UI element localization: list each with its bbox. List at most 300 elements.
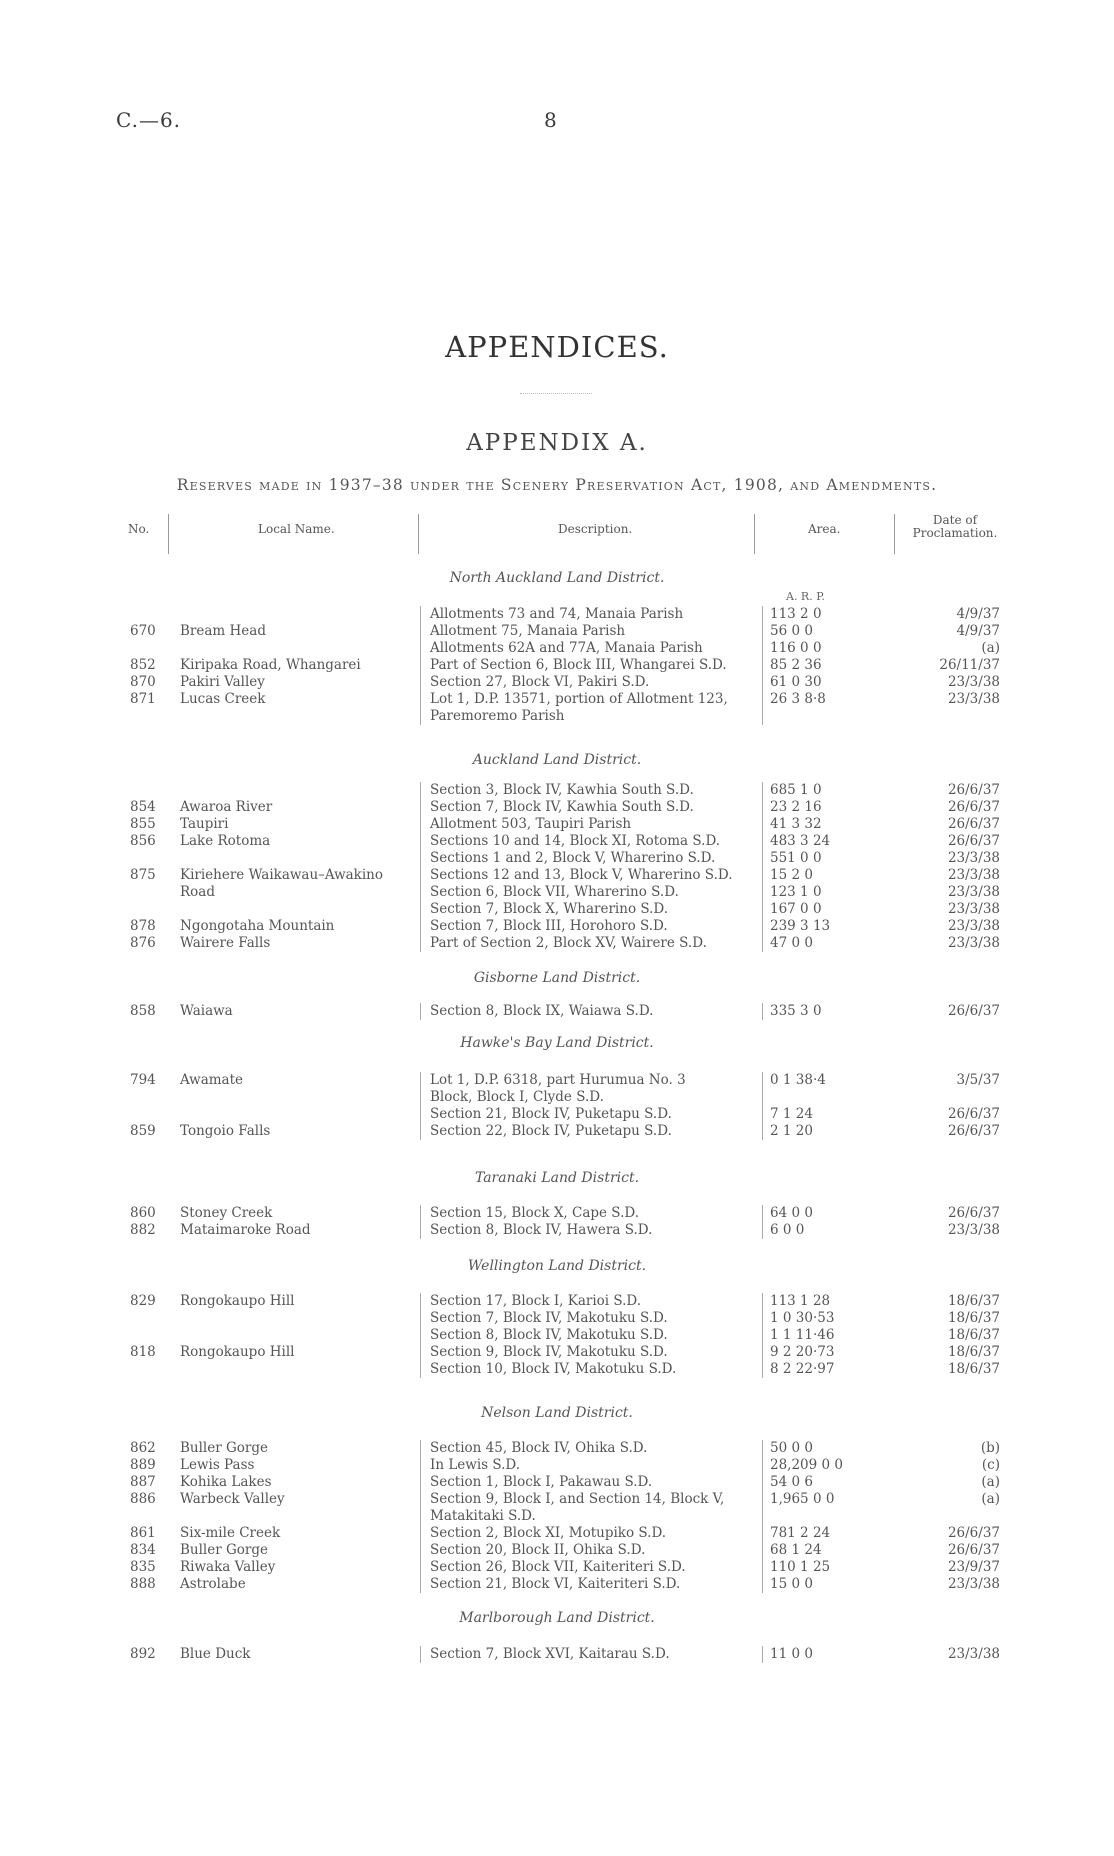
area: 123 1 0 [770,884,822,900]
local-name: Mataimaroke Road [180,1222,311,1238]
description: Paremoremo Parish [430,708,565,724]
column-divider [762,867,763,884]
proclamation-date: 26/6/37 [947,816,1000,832]
column-divider [420,1491,421,1508]
area: 116 0 0 [770,640,822,656]
area: 28,209 0 0 [770,1457,843,1473]
local-name: Astrolabe [180,1576,246,1592]
proclamation-date: 18/6/37 [947,1327,1000,1343]
table-row [0,1327,1114,1344]
area: 23 2 16 [770,799,822,815]
column-divider [762,1542,763,1559]
local-name: Kohika Lakes [180,1474,272,1490]
description: Section 17, Block I, Karioi S.D. [430,1293,642,1309]
proclamation-date: 26/6/37 [947,799,1000,815]
table-row [0,918,1114,935]
column-divider [420,1646,421,1663]
local-name: Buller Gorge [180,1440,268,1456]
table-row [0,1205,1114,1222]
area: 1 0 30·53 [770,1310,835,1326]
proclamation-date: 23/3/38 [947,1222,1000,1238]
appendix-title: APPENDIX A. [466,430,648,456]
proclamation-date: 18/6/37 [947,1344,1000,1360]
description: Section 7, Block XVI, Kaitarau S.D. [430,1646,670,1662]
column-header-area: Area. [808,522,841,536]
area: 685 1 0 [770,782,822,798]
reserve-number: 875 [130,867,156,883]
reserve-number: 889 [130,1457,156,1473]
header-divider [754,514,755,554]
table-row [0,1123,1114,1140]
local-name: Waiawa [180,1003,233,1019]
column-header-date: Date of Proclamation. [912,513,998,540]
area: 113 1 28 [770,1293,831,1309]
column-divider [420,833,421,850]
column-divider [762,1106,763,1123]
description: Sections 12 and 13, Block V, Wharerino S.D. [430,867,733,883]
column-divider [762,1559,763,1576]
area: 167 0 0 [770,901,822,917]
area: 113 2 0 [770,606,822,622]
table-row [0,1293,1114,1310]
reserve-number: 887 [130,1474,156,1490]
table-caption: Reserves made in 1937–38 under the Scenery Preservation Act, 1908, and Amendments. [176,476,938,494]
column-divider [420,1457,421,1474]
description: Section 7, Block IV, Makotuku S.D. [430,1310,668,1326]
column-divider [762,674,763,691]
table-row [0,850,1114,867]
reserve-number: 794 [130,1072,156,1088]
description: Section 27, Block VI, Pakiri S.D. [430,674,650,690]
reserve-number: 854 [130,799,156,815]
page-title: APPENDICES. [445,330,669,364]
description: Section 20, Block II, Ohika S.D. [430,1542,646,1558]
table-row [0,1440,1114,1457]
column-divider [762,1646,763,1663]
area: 239 3 13 [770,918,831,934]
column-divider [420,901,421,918]
description: Section 21, Block IV, Puketapu S.D. [430,1106,672,1122]
proclamation-date: 23/3/38 [947,1576,1000,1592]
document-reference: C.—6. [116,108,182,132]
description: Section 15, Block X, Cape S.D. [430,1205,639,1221]
local-name: Awamate [180,1072,244,1088]
area: 26 3 8·8 [770,691,826,707]
area: 2 1 20 [770,1123,813,1139]
proclamation-date: 23/3/38 [947,850,1000,866]
area: 11 0 0 [770,1646,813,1662]
column-divider [762,935,763,952]
area: 0 1 38·4 [770,1072,826,1088]
reserve-number: 818 [130,1344,156,1360]
description: Allotments 62A and 77A, Manaia Parish [430,640,703,656]
table-row [0,1310,1114,1327]
area: 335 3 0 [770,1003,822,1019]
reserve-number: 855 [130,816,156,832]
table-row [0,901,1114,918]
column-divider [762,1474,763,1491]
area: 68 1 24 [770,1542,822,1558]
column-divider [762,691,763,708]
land-district-title: Auckland Land District. [472,752,642,768]
proclamation-date: (a) [981,1474,1000,1490]
column-divider [762,850,763,867]
column-divider [762,1293,763,1310]
reserve-number: 829 [130,1293,156,1309]
column-divider [420,1576,421,1593]
column-header-description: Description. [558,522,633,536]
table-row [0,1344,1114,1361]
description: Section 8, Block IV, Hawera S.D. [430,1222,653,1238]
proclamation-date: 26/6/37 [947,1123,1000,1139]
description: Allotments 73 and 74, Manaia Parish [430,606,684,622]
local-name: Riwaka Valley [180,1559,276,1575]
description: Section 9, Block IV, Makotuku S.D. [430,1344,668,1360]
table-row [0,1576,1114,1593]
table-row [0,1474,1114,1491]
table-row [0,691,1114,708]
area: 551 0 0 [770,850,822,866]
reserve-number: 870 [130,674,156,690]
area: 50 0 0 [770,1440,813,1456]
description: Allotment 503, Taupiri Parish [430,816,632,832]
column-header-no: No. [128,522,150,536]
table-row [0,623,1114,640]
column-divider [762,1089,763,1106]
table-row [0,867,1114,884]
area: 41 3 32 [770,816,822,832]
column-divider [420,1205,421,1222]
proclamation-date: 18/6/37 [947,1361,1000,1377]
proclamation-date: 26/6/37 [947,1003,1000,1019]
reserve-number: 876 [130,935,156,951]
proclamation-date: 23/3/38 [947,691,1000,707]
proclamation-date: (b) [980,1440,1000,1456]
description: Section 7, Block X, Wharerino S.D. [430,901,669,917]
description: Section 21, Block VI, Kaiteriteri S.D. [430,1576,681,1592]
reserve-number: 878 [130,918,156,934]
reserve-number: 892 [130,1646,156,1662]
description: Section 8, Block IV, Makotuku S.D. [430,1327,668,1343]
column-divider [420,867,421,884]
local-name: Lake Rotoma [180,833,271,849]
description: Section 22, Block IV, Puketapu S.D. [430,1123,672,1139]
column-divider [762,901,763,918]
land-district-title: Wellington Land District. [467,1258,647,1274]
description: In Lewis S.D. [430,1457,521,1473]
description: Matakitaki S.D. [430,1508,536,1524]
local-name: Bream Head [180,623,266,639]
proclamation-date: 18/6/37 [947,1293,1000,1309]
column-divider [762,1222,763,1239]
proclamation-date: 26/6/37 [947,1106,1000,1122]
description: Section 26, Block VII, Kaiteriteri S.D. [430,1559,686,1575]
proclamation-date: 26/6/37 [947,782,1000,798]
table-row [0,1089,1114,1106]
area: 110 1 25 [770,1559,831,1575]
local-name: Lewis Pass [180,1457,255,1473]
table-row [0,782,1114,799]
table-row [0,1508,1114,1525]
table-row [0,1003,1114,1020]
reserve-number: 834 [130,1542,156,1558]
column-divider [762,708,763,725]
column-divider [762,657,763,674]
local-name: Lucas Creek [180,691,266,707]
reserve-number: 862 [130,1440,156,1456]
table-row [0,1542,1114,1559]
column-divider [420,1361,421,1378]
land-district-title: Gisborne Land District. [473,970,641,986]
table-header [118,510,998,554]
proclamation-date: (a) [981,1491,1000,1507]
area: 15 2 0 [770,867,813,883]
table-row [0,708,1114,725]
table-row [0,816,1114,833]
area: 7 1 24 [770,1106,813,1122]
reserve-number: 860 [130,1205,156,1221]
column-divider [762,606,763,623]
column-divider [420,623,421,640]
column-divider [762,1440,763,1457]
land-district-title: Nelson Land District. [481,1405,633,1421]
proclamation-date: 18/6/37 [947,1310,1000,1326]
local-name: Wairere Falls [180,935,271,951]
proclamation-date: 23/3/38 [947,918,1000,934]
column-divider [762,623,763,640]
area: 1,965 0 0 [770,1491,835,1507]
proclamation-date: 23/3/38 [947,1646,1000,1662]
column-divider [420,850,421,867]
column-divider [762,1310,763,1327]
column-divider [420,1440,421,1457]
column-divider [420,782,421,799]
area: 1 1 11·46 [770,1327,835,1343]
reserve-number: 886 [130,1491,156,1507]
area: 85 2 36 [770,657,822,673]
description: Section 10, Block IV, Makotuku S.D. [430,1361,677,1377]
column-divider [420,935,421,952]
area: 61 0 30 [770,674,822,690]
local-name: Awaroa River [180,799,273,815]
proclamation-date: 23/3/38 [947,901,1000,917]
proclamation-date: 23/3/38 [947,935,1000,951]
reserve-number: 670 [130,623,156,639]
column-divider [420,1474,421,1491]
column-divider [420,708,421,725]
column-divider [420,1344,421,1361]
column-divider [762,1344,763,1361]
area: 15 0 0 [770,1576,813,1592]
table-row [0,640,1114,657]
land-district-title: Hawke's Bay Land District. [460,1035,654,1051]
proclamation-date: 26/6/37 [947,1205,1000,1221]
area: 6 0 0 [770,1222,805,1238]
column-divider [420,918,421,935]
local-name: Rongokaupo Hill [180,1293,295,1309]
area: 56 0 0 [770,623,813,639]
table-row [0,1222,1114,1239]
column-divider [420,1293,421,1310]
proclamation-date: 23/9/37 [947,1559,1000,1575]
column-divider [762,918,763,935]
local-name: Blue Duck [180,1646,251,1662]
description: Part of Section 6, Block III, Whangarei S.D. [430,657,727,673]
description: Section 2, Block XI, Motupiko S.D. [430,1525,667,1541]
description: Section 7, Block III, Horohoro S.D. [430,918,668,934]
reserve-number: 888 [130,1576,156,1592]
proclamation-date: (c) [981,1457,1000,1473]
table-row [0,1361,1114,1378]
header-divider [894,514,895,554]
table-row [0,833,1114,850]
reserve-number: 856 [130,833,156,849]
local-name: Ngongotaha Mountain [180,918,335,934]
reserve-number: 859 [130,1123,156,1139]
column-divider [420,1072,421,1089]
area: 8 2 22·97 [770,1361,835,1377]
column-divider [762,1457,763,1474]
local-name: Taupiri [180,816,229,832]
description: Section 6, Block VII, Wharerino S.D. [430,884,679,900]
reserve-number: 871 [130,691,156,707]
table-row [0,1072,1114,1089]
column-divider [762,1327,763,1344]
local-name: Six-mile Creek [180,1525,281,1541]
description: Section 9, Block I, and Section 14, Block V, [430,1491,725,1507]
area: 9 2 20·73 [770,1344,835,1360]
column-divider [420,606,421,623]
table-row [0,884,1114,901]
table-row [0,1646,1114,1663]
column-divider [762,1072,763,1089]
local-name: Road [180,884,215,900]
column-divider [420,1542,421,1559]
column-divider [420,657,421,674]
proclamation-date: 4/9/37 [956,606,1000,622]
column-divider [762,1576,763,1593]
local-name: Buller Gorge [180,1542,268,1558]
description: Part of Section 2, Block XV, Wairere S.D. [430,935,707,951]
description: Section 8, Block IX, Waiawa S.D. [430,1003,654,1019]
description: Sections 1 and 2, Block V, Wharerino S.D. [430,850,716,866]
proclamation-date: (a) [981,640,1000,656]
description: Section 3, Block IV, Kawhia South S.D. [430,782,694,798]
local-name: Stoney Creek [180,1205,273,1221]
description: Sections 10 and 14, Block XI, Rotoma S.D. [430,833,721,849]
column-divider [762,884,763,901]
local-name: Tongoio Falls [180,1123,271,1139]
table-row [0,606,1114,623]
column-divider [420,1089,421,1106]
column-divider [420,1003,421,1020]
column-divider [762,1123,763,1140]
column-divider [762,833,763,850]
column-divider [762,799,763,816]
local-name: Kiriehere Waikawau–Awakino [180,867,383,883]
land-district-title: North Auckland Land District. [449,570,665,586]
proclamation-date: 26/11/37 [939,657,1000,673]
header-divider [168,514,169,554]
table-row [0,1491,1114,1508]
area: 483 3 24 [770,833,831,849]
column-divider [420,1310,421,1327]
column-divider [420,1559,421,1576]
description: Block, Block I, Clyde S.D. [430,1089,604,1105]
proclamation-date: 4/9/37 [956,623,1000,639]
proclamation-date: 3/5/37 [956,1072,1000,1088]
column-divider [762,1525,763,1542]
land-district-title: Taranaki Land District. [474,1170,640,1186]
column-divider [762,640,763,657]
column-divider [762,816,763,833]
land-district-title: Marlborough Land District. [459,1610,655,1626]
column-divider [420,1222,421,1239]
description: Allotment 75, Manaia Parish [430,623,626,639]
table-row [0,1457,1114,1474]
area-units-label: A. R. P. [786,590,825,603]
column-divider [762,1361,763,1378]
table-row [0,935,1114,952]
column-divider [420,1106,421,1123]
proclamation-date: 26/6/37 [947,1542,1000,1558]
column-divider [420,799,421,816]
table-row [0,674,1114,691]
page-number: 8 [544,108,557,132]
column-divider [762,1491,763,1508]
reserve-number: 835 [130,1559,156,1575]
header-divider [418,514,419,554]
table-row [0,1559,1114,1576]
table-row [0,799,1114,816]
column-header-local-name: Local Name. [258,522,335,536]
column-divider [420,884,421,901]
column-divider [762,1205,763,1222]
column-divider [420,1327,421,1344]
proclamation-date: 23/3/38 [947,867,1000,883]
column-divider [420,816,421,833]
table-row [0,1525,1114,1542]
local-name: Pakiri Valley [180,674,265,690]
description: Section 45, Block IV, Ohika S.D. [430,1440,648,1456]
area: 781 2 24 [770,1525,831,1541]
description: Lot 1, D.P. 6318, part Hurumua No. 3 [430,1072,686,1088]
description: Lot 1, D.P. 13571, portion of Allotment 123, [430,691,728,707]
proclamation-date: 26/6/37 [947,1525,1000,1541]
column-divider [420,1123,421,1140]
column-divider [420,674,421,691]
area: 54 0 6 [770,1474,813,1490]
description: Section 1, Block I, Pakawau S.D. [430,1474,653,1490]
column-divider [420,640,421,657]
local-name: Kiripaka Road, Whangarei [180,657,361,673]
proclamation-date: 23/3/38 [947,674,1000,690]
reserve-number: 852 [130,657,156,673]
area: 64 0 0 [770,1205,813,1221]
column-divider [762,1508,763,1525]
column-divider [420,691,421,708]
proclamation-date: 23/3/38 [947,884,1000,900]
column-divider [420,1525,421,1542]
reserve-number: 858 [130,1003,156,1019]
description: Section 7, Block IV, Kawhia South S.D. [430,799,694,815]
proclamation-date: 26/6/37 [947,833,1000,849]
title-divider [520,393,592,394]
column-divider [762,1003,763,1020]
local-name: Rongokaupo Hill [180,1344,295,1360]
table-row [0,657,1114,674]
local-name: Warbeck Valley [180,1491,285,1507]
